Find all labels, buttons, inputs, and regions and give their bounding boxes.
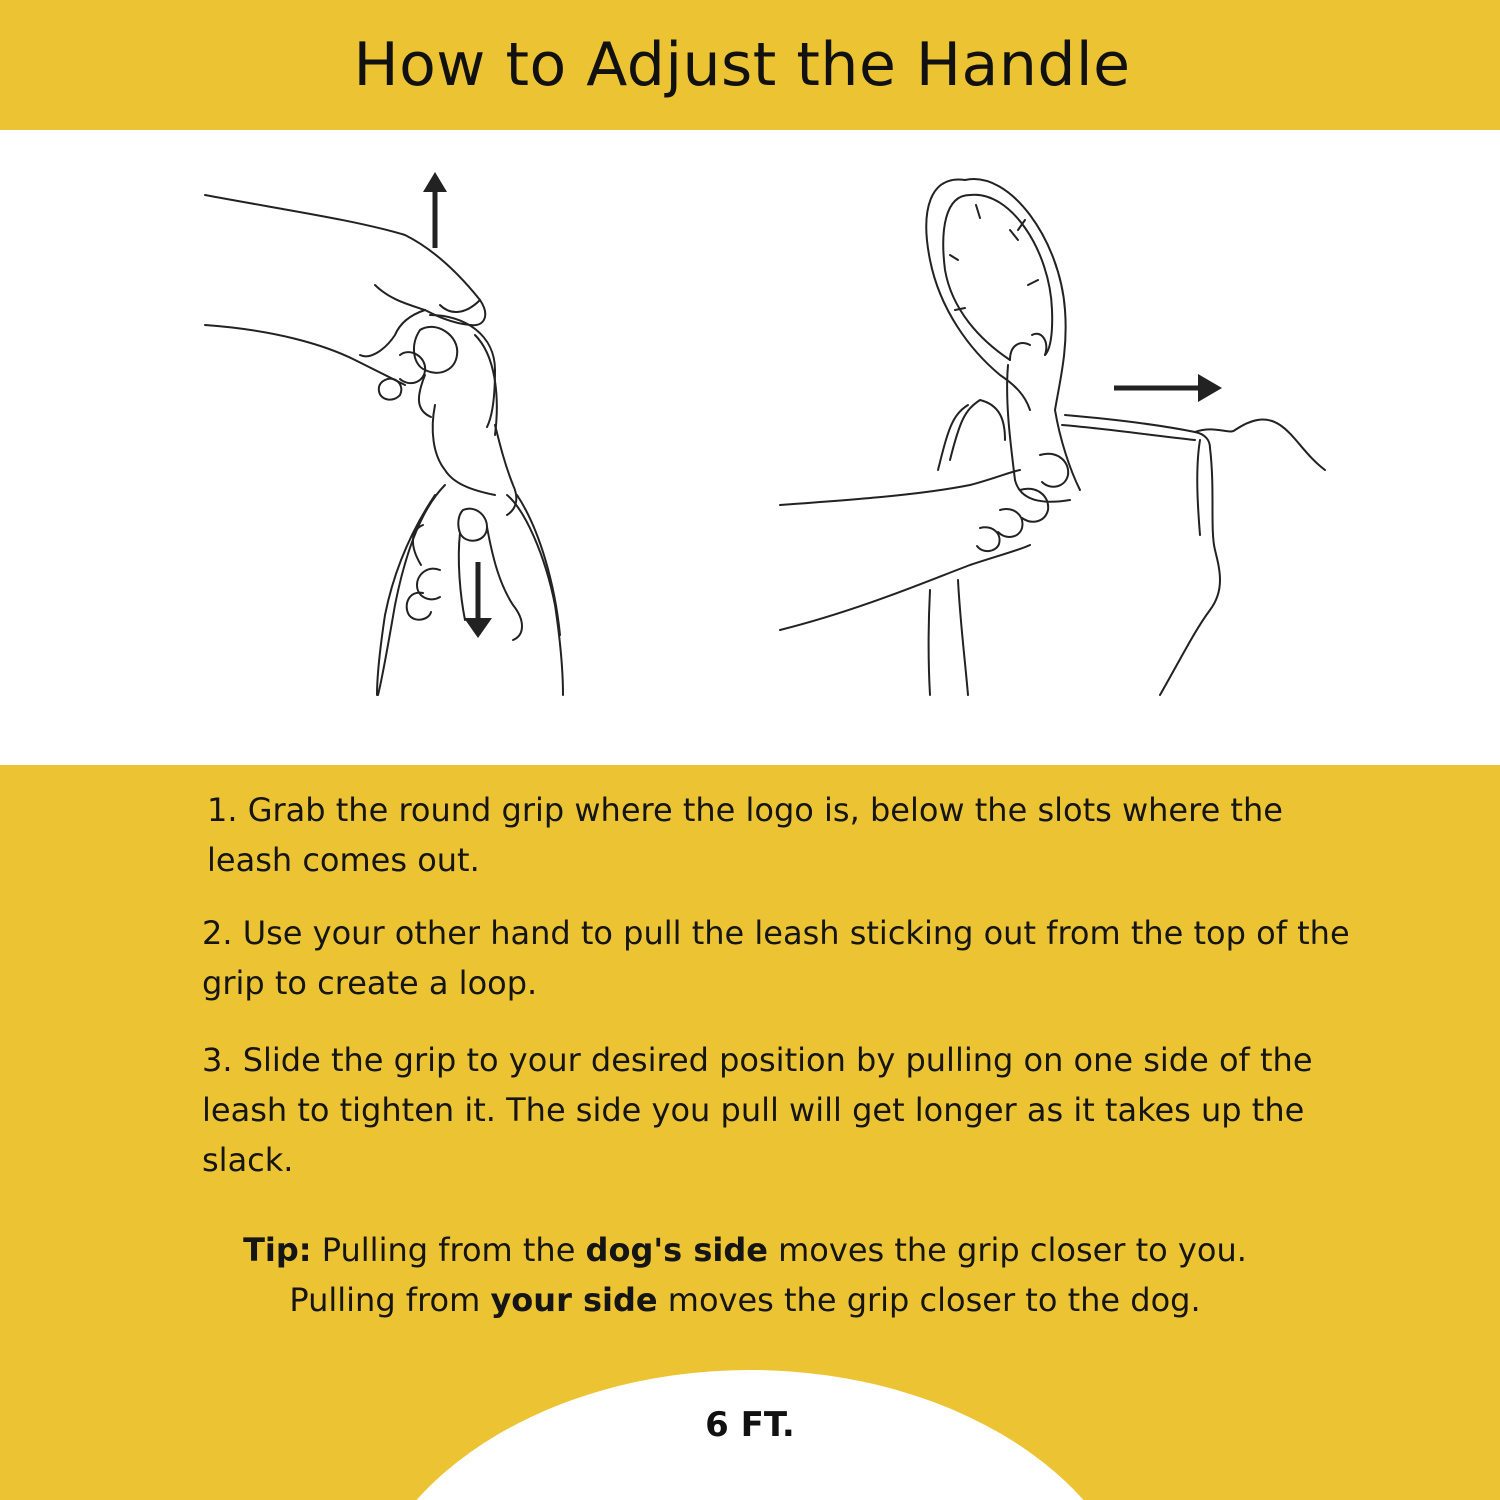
arrow-right-icon (1110, 370, 1225, 406)
tip-label: Tip: (243, 1231, 312, 1269)
step-1-text: 1. Grab the round grip where the logo is, below the slots where the leash comes out. (207, 791, 1283, 879)
page-title: How to Adjust the Handle (353, 30, 1131, 100)
illustration-panel (0, 130, 1500, 765)
tip-emphasis: dog's side (585, 1231, 768, 1269)
tip-emphasis: your side (490, 1281, 658, 1319)
tip-text: Pulling from (289, 1281, 491, 1319)
hands-adjusting-handle-icon (195, 165, 575, 705)
hand-pulling-leash-icon (770, 170, 1330, 700)
header-banner (0, 0, 1500, 130)
tip-line-2 (190, 1275, 1300, 1325)
step-2-text: 2. Use your other hand to pull the leash sticking out from the top of the grip to create a loop. (202, 914, 1350, 1002)
tip-text: moves the grip closer to the dog. (657, 1281, 1201, 1319)
arrow-up-icon (420, 170, 450, 250)
arrow-down-icon (460, 560, 496, 640)
tip-line-1 (190, 1225, 1300, 1275)
tip-text: moves the grip closer to you. (767, 1231, 1247, 1269)
length-label: 6 FT. (705, 1405, 795, 1445)
step-3-text: 3. Slide the grip to your desired position by pulling on one side of the leash to tighten it. The side you pull will get longer as it takes up the slack. (202, 1041, 1313, 1179)
instructions-panel (0, 765, 1500, 1500)
tip-block (190, 1225, 1300, 1325)
tip-text: Pulling from the (311, 1231, 586, 1269)
